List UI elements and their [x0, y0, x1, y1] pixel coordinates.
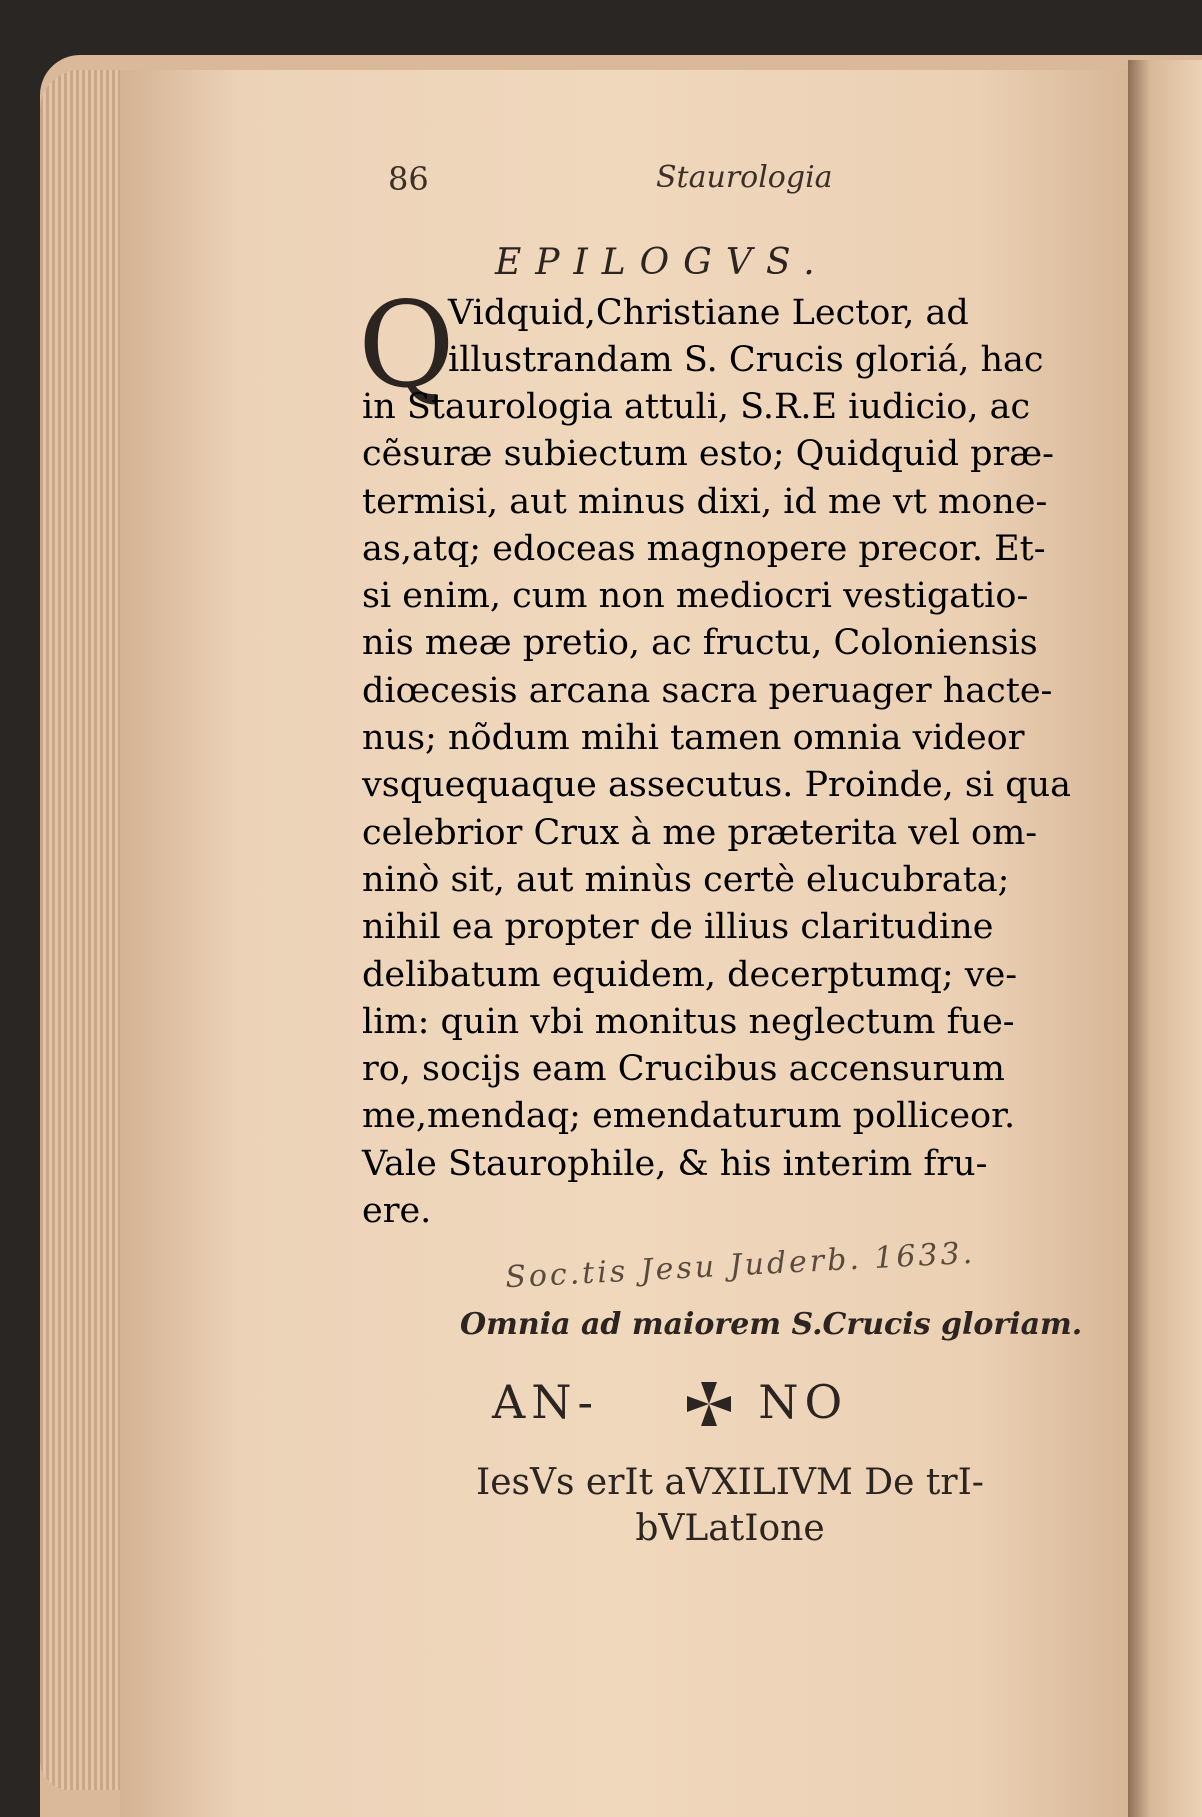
handwritten-note: Soc.tis Jesu Juderb. 1633. [504, 1235, 976, 1296]
motto: Omnia ad maiorem S.Crucis gloriam. [460, 1307, 1083, 1342]
page-header [388, 160, 843, 200]
drop-cap: Q [358, 276, 455, 414]
text-line: diœcesis arcana sacra peruager hacte- [362, 670, 1053, 711]
text-line: vsquequaque assecutus. Proinde, si qua [362, 765, 1072, 806]
text-line: si enim, cum non mediocri vestigatio- [362, 576, 1029, 617]
text-line: lim: quin vbi monitus neglectum fue- [362, 1001, 1015, 1042]
text-line: nis meæ pretio, ac fructu, Coloniensis [362, 623, 1038, 664]
body-text [362, 384, 1071, 1235]
text-line: celebrior Crux à me præterita vel om- [362, 812, 1038, 853]
text-line: cẽsuræ subiectum esto; Quidquid præ- [362, 434, 1055, 475]
chronogram-line: bVLatIone [635, 1508, 825, 1549]
anno-line [492, 1375, 848, 1429]
chronogram [425, 1460, 1035, 1552]
anno-right: NO [758, 1375, 849, 1429]
text-line: Vale Staurophile, & his interim fru- [362, 1143, 988, 1184]
page-edges [40, 70, 120, 1790]
text-line: as,atq; edoceas magnopere precor. Et- [362, 528, 1046, 569]
text-line: Vidquid,Christiane Lector, ad [448, 293, 969, 333]
text-line: ninò sit, aut minùs certè elucubrata; [362, 859, 1010, 900]
text-line: termisi, aut minus dixi, id me vt mone- [362, 481, 1048, 522]
text-line: illustrandam S. Crucis gloriá, hac [448, 340, 1044, 380]
text-line: delibatum equidem, decerptumq; ve- [362, 954, 1018, 995]
anno-left: AN- [492, 1375, 600, 1429]
section-heading: EPILOGVS. [495, 242, 829, 283]
chronogram-line: IesVs erIt aVXILIVM De trI- [476, 1462, 984, 1503]
text-line: nus; nõdum mihi tamen omnia videor [362, 718, 1025, 759]
facing-page-gutter [1128, 60, 1202, 1817]
text-line: nihil ea propter de illius claritudine [362, 907, 994, 948]
text-line: in Staurologia attuli, S.R.E iudicio, ac [362, 387, 1031, 427]
text-line: ere. [362, 1191, 432, 1232]
cross-pattee-icon [683, 1378, 735, 1430]
text-line: me,mendaq; emendaturum polliceor. [362, 1096, 1016, 1137]
running-title: Staurologia [656, 160, 833, 195]
opening-lines [448, 290, 1044, 384]
page-number: 86 [388, 160, 429, 198]
text-line: ro, socijs eam Crucibus accensurum [362, 1049, 1005, 1090]
